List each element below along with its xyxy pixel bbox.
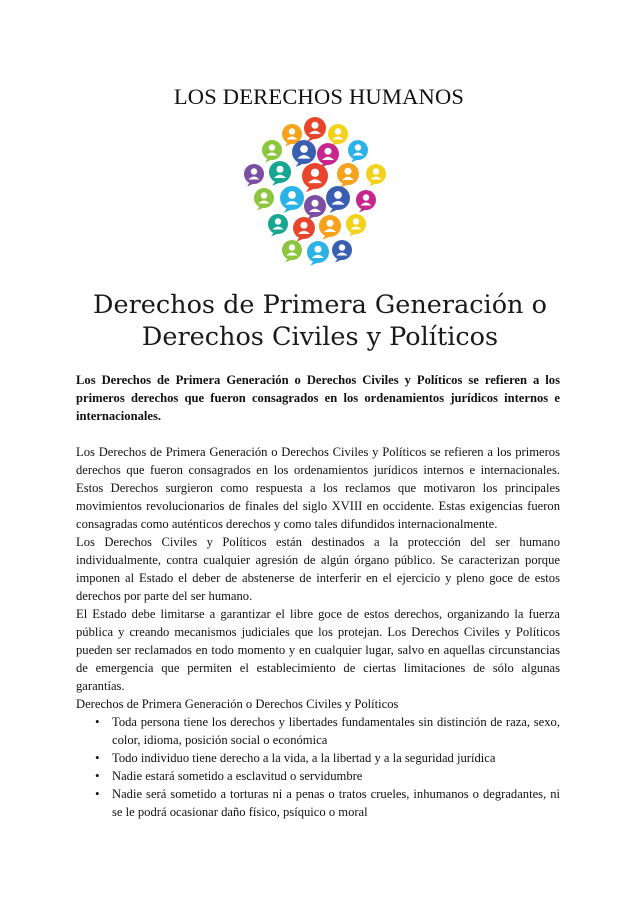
section-heading [60,289,580,353]
person-head [355,144,361,150]
person-head [289,244,295,250]
person-head [311,169,319,177]
paragraph-2: Los Derechos Civiles y Políticos están destinados a la protección del ser humano individualmente, contra cualquier agresión de algún órgano público. Se caracterizan porque imponen al Estado el deber de abstenerse de interferir en el ejercicio y pleno goce de estos derechos por parte del ser humano. [76,535,560,603]
person-head [314,246,321,253]
person-head [300,145,308,153]
person-head [311,122,318,129]
paragraph-1: Los Derechos de Primera Generación o Derechos Civiles y Políticos se refieren a los primeros derechos que fueron consagrados en los ordenamientos jurídicos internos e internacionales. Estos Derechos surgieron como respuesta a los reclamos que motivaron los principales movimientos revolucionarios de finales del siglo XVIII en occidente. Estas exigencias fueron consagradas como auténticos derechos y como tales difundidos internacionalmente. [76,445,560,531]
section-heading-line-2: Derechos Civiles y Políticos [141,322,499,352]
person-head [344,168,351,175]
paragraph-4: Derechos de Primera Generación o Derechos Civiles y Políticos [76,697,399,711]
list-item: • Nadie estará sometido a esclavitud o servidumbre [112,767,560,785]
person-head [353,218,359,224]
person-head [275,218,281,224]
person-head [363,194,369,200]
document-body [76,371,560,821]
document-title: LOS DERECHOS HUMANOS [173,84,465,109]
person-head [300,222,307,229]
person-head [276,166,283,173]
person-head [335,128,341,134]
people-speech-bubbles-icon [234,112,396,274]
person-head [373,168,379,174]
person-head [339,244,345,250]
person-head [288,191,296,199]
person-head [289,128,295,134]
person-head [334,191,342,199]
list-item: • Toda persona tiene los derechos y libertades fundamentales sin distinción de raza, sexo, color, idioma, posición social o económica [112,713,560,749]
person-head [324,148,331,155]
paragraph-3: El Estado debe limitarse a garantizar el libre goce de estos derechos, organizando la fuerza pública y creando mecanismos judiciales que los protejan. Los Derechos Civiles y Políticos pueden ser reclamados en todo momento y en cualquier lugar, salvo en aquellas circunstancias de emergencia que permiten el establecimiento de ciertas limitaciones de sólo algunas garantías. [76,607,560,693]
person-head [326,220,333,227]
person-head [269,144,275,150]
person-head [251,168,257,174]
section-heading-line-1: Derechos de Primera Generación o [93,290,547,320]
intro-paragraph: Los Derechos de Primera Generación o Derechos Civiles y Políticos se refieren a los primeros derechos que fueron consagrados en los ordenamientos jurídicos internos e internacionales. [76,373,560,423]
list-item: • Todo individuo tiene derecho a la vida, a la libertad y a la seguridad jurídica [112,749,560,767]
person-head [261,192,267,198]
list-item: • Nadie será sometido a torturas ni a penas o tratos crueles, inhumanos o degradantes, ni se le podrá ocasionar daño físico, psíquico o moral [112,785,560,821]
person-head [311,200,318,207]
rights-list [76,713,560,821]
